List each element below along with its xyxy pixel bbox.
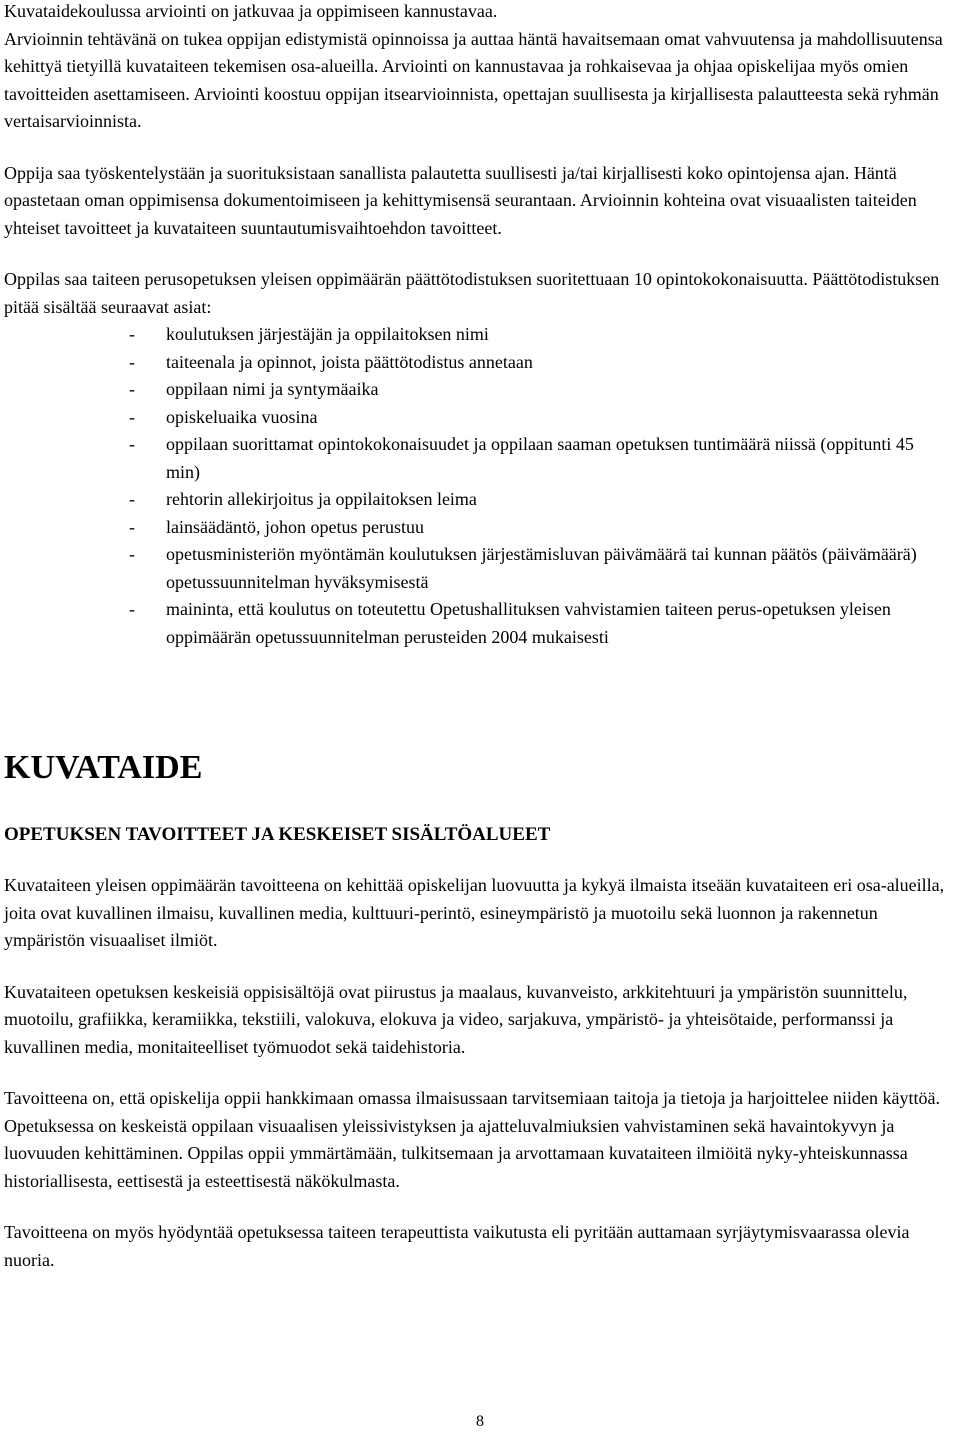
subsection-heading-goals: OPETUKSEN TAVOITTEET JA KESKEISET SISÄLTÖALUEET — [4, 824, 551, 845]
spacer — [4, 955, 956, 979]
list-item-text: rehtorin allekirjoitus ja oppilaitoksen leima — [166, 489, 477, 509]
list-item — [4, 404, 956, 432]
paragraph-general-goal: Kuvataiteen yleisen oppimäärän tavoitteena on kehittää opiskelijan luovuutta ja kykyä ilmaista itseään kuvataiteen eri osa-alueilla, joita ovat kuvallinen ilmaisu, kuvallinen media, kulttuuri-perintö, esineympäristö ja muotoilu sekä luonnon ja rakennetun ympäristön visuaaliset ilmiöt. — [4, 875, 945, 950]
list-dash: - — [129, 599, 135, 619]
list-dash: - — [129, 379, 135, 399]
paragraph-certificate: Oppilas saa taiteen perusopetuksen yleisen oppimäärän päättötodistuksen suoritettuaan 10 opintokokonaisuutta. Päättötodistuksen pitää sisältää seuraavat asiat: — [4, 269, 940, 317]
list-item — [4, 514, 956, 542]
spacer — [4, 1061, 956, 1085]
spacer — [4, 848, 956, 872]
list-dash: - — [129, 544, 135, 564]
section-heading-kuvataide: KUVATAIDE — [4, 749, 203, 786]
paragraph-core-contents: Kuvataiteen opetuksen keskeisiä oppisisältöjä ovat piirustus ja maalaus, kuvanveisto, arkkitehtuuri ja ympäristön suunnittelu, muotoilu, grafiikka, keramiikka, tekstiili, valokuva, elokuva ja video, sarjakuva, ympäristö- ja yhteisötaide, performanssi ja kuvallinen media, monitaiteelliset työmuodot sekä taidehistoria. — [4, 981, 908, 1057]
certificate-contents-list — [4, 321, 956, 651]
list-item — [4, 596, 956, 651]
list-item — [4, 349, 956, 377]
list-item — [4, 486, 956, 514]
list-dash: - — [129, 516, 135, 537]
page-number: 8 — [476, 1413, 484, 1430]
list-item-text: oppilaan nimi ja syntymäaika — [166, 379, 379, 399]
list-dash: - — [129, 489, 135, 509]
paragraph-therapeutic-goal: Tavoitteena on myös hyödyntää opetuksessa taiteen terapeuttista vaikutusta eli pyritään auttamaan syrjäytymisvaarassa olevia nuoria. — [4, 1222, 910, 1270]
spacer — [4, 242, 956, 266]
list-item-text: taiteenala ja opinnot, joista päättötodistus annetaan — [166, 351, 533, 372]
paragraph-assessment-purpose: Arvioinnin tehtävänä on tukea oppijan edistymistä opinnoissa ja auttaa häntä havaitsemaan omat vahvuutensa ja mahdollisuutensa kehittyä tietyillä kuvataiteen tekemisen osa-alueilla. Arviointi on kannustavaa ja rohkaisevaa ja ohjaa opiskelijaa myös omien tavoitteiden asettamiseen. Arviointi koostuu oppijan itsearvioinnista, opettajan suullisesta ja kirjallisesta palautteesta sekä ryhmän vertaisarvioinnista. — [4, 28, 943, 131]
paragraph-assessment-intro: Kuvataidekoulussa arviointi on jatkuvaa ja oppimiseen kannustavaa. — [4, 1, 498, 21]
list-item — [4, 321, 956, 349]
list-item-text: opetusministeriön myöntämän koulutuksen järjestämisluvan päivämäärä tai kunnan päätös (päivämäärä) opetussuunnitelman hyväksymisestä — [166, 544, 917, 592]
list-dash: - — [129, 406, 135, 427]
paragraph-feedback: Oppija saa työskentelystään ja suorituksistaan sanallista palautetta suullisesti ja/tai kirjallisesti koko opintojensa ajan. Häntä opastetaan oman oppimisensa dokumentoimiseen ja kehittymisensä seurantaan. Arvioinnin kohteina ovat visuaalisten taiteiden yhteiset tavoitteet ja kuvataiteen suuntautumisvaihtoehdon tavoitteet. — [4, 162, 917, 238]
list-item — [4, 431, 956, 486]
list-item-text: opiskeluaika vuosina — [166, 406, 318, 427]
list-dash: - — [129, 351, 135, 372]
list-item — [4, 541, 956, 596]
list-item-text: lainsäädäntö, johon opetus perustuu — [166, 516, 424, 537]
spacer — [4, 136, 956, 160]
list-item-text: oppilaan suorittamat opintokokonaisuudet ja oppilaan saaman opetuksen tuntimäärä niissä (oppitunti 45 min) — [166, 434, 914, 482]
spacer — [4, 1195, 956, 1219]
list-dash: - — [129, 434, 135, 454]
list-dash: - — [129, 324, 135, 344]
document-page — [4, 0, 956, 1274]
list-item-text: koulutuksen järjestäjän ja oppilaitoksen nimi — [166, 324, 489, 344]
list-item-text: maininta, että koulutus on toteutettu Opetushallituksen vahvistamien taiteen perus-opetuksen yleisen oppimäärän opetussuunnitelman perusteiden 2004 mukaisesti — [166, 599, 891, 647]
list-item — [4, 376, 956, 404]
paragraph-skills-goal: Tavoitteena on, että opiskelija oppii hankkimaan omassa ilmaisussaan tarvitsemiaan taitoja ja tietoja ja harjoittelee niiden käyttöä. Opetuksessa on keskeistä oppilaan visuaalisen yleissivistyksen ja ajatteluvalmiuksien vahvistaminen sekä havaintokyvyn ja luovuuden kehittäminen. Oppilas oppii ymmärtämään, tulkitsemaan ja arvottamaan kuvataiteen ilmiöitä nyky-yhteiskunnassa historiallisesta, eettisestä ja esteettisestä näkökulmasta. — [4, 1088, 940, 1191]
